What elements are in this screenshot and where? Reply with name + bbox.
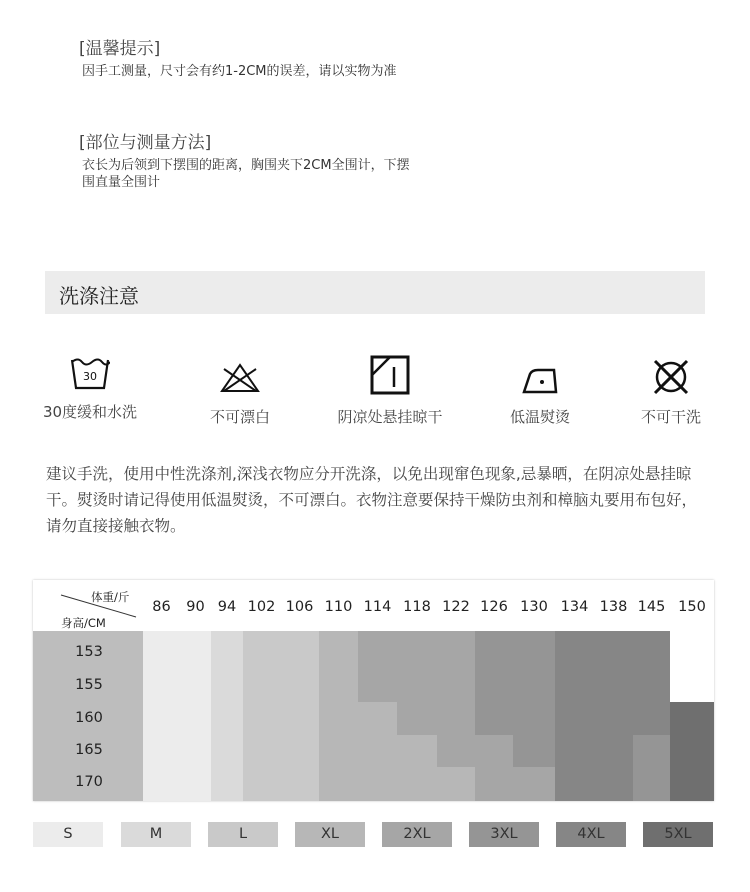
care-label-wash: 30度缓和水洗 xyxy=(42,403,138,421)
size-legend-xl: XL xyxy=(295,822,365,847)
size-legend-3xl: 3XL xyxy=(469,822,539,847)
size-cell xyxy=(319,767,358,801)
weight-label: 130 xyxy=(520,599,548,615)
weight-axis-label: 体重/斤 xyxy=(91,590,130,604)
size-cell xyxy=(211,631,243,670)
size-legend-m: M xyxy=(121,822,191,847)
wash-description: 建议手洗，使用中性洗涤剂,深浅衣物应分开洗涤，以免出现窜色现象,忌暴晒，在阴凉处悬挂晾干。熨烫时请记得使用低温熨烫，不可漂白。衣物注意要保持干燥防虫剂和樟脑丸要用布包好，请勿直接接触衣物。 xyxy=(46,465,698,535)
size-cell xyxy=(633,702,670,735)
size-cell xyxy=(633,631,670,670)
weight-label: 134 xyxy=(560,599,589,615)
size-cell xyxy=(555,767,594,801)
size-cell xyxy=(319,670,358,702)
size-cell xyxy=(143,767,180,801)
size-cell xyxy=(633,670,670,702)
size-cell xyxy=(397,631,437,670)
size-cell xyxy=(475,702,513,735)
size-cell xyxy=(437,767,475,801)
weight-label: 114 xyxy=(363,599,392,615)
low-iron-icon xyxy=(520,360,560,404)
warm-tip-text: 因手工测量，尺寸会有约1-2CM的误差，请以实物为准 xyxy=(82,64,397,79)
size-cell xyxy=(243,670,280,702)
size-cell xyxy=(397,767,437,801)
height-label: 170 xyxy=(75,774,103,790)
weight-label: 110 xyxy=(324,599,353,615)
size-legend-4xl: 4XL xyxy=(556,822,626,847)
height-label: 155 xyxy=(75,677,103,693)
weight-label: 126 xyxy=(480,599,508,615)
size-legend-5xl: 5XL xyxy=(643,822,713,847)
size-cell xyxy=(180,735,211,767)
size-cell xyxy=(319,735,358,767)
weight-label: 86 xyxy=(152,599,171,615)
size-cell xyxy=(555,631,594,670)
size-cell xyxy=(180,670,211,702)
size-cell xyxy=(358,767,397,801)
weight-label: 94 xyxy=(217,599,237,615)
size-cell xyxy=(475,735,513,767)
size-cell xyxy=(280,631,319,670)
care-label-low-iron: 低温熨烫 xyxy=(509,408,570,426)
weight-label: 90 xyxy=(186,599,205,615)
size-cell xyxy=(243,735,280,767)
care-label-no-bleach: 不可漂白 xyxy=(209,408,270,426)
weight-label: 102 xyxy=(247,599,276,615)
size-cell xyxy=(180,767,211,801)
care-label-dry-shade: 阴凉处悬挂晾干 xyxy=(337,408,443,426)
size-cell xyxy=(633,735,670,767)
size-legend-2xl: 2XL xyxy=(382,822,452,847)
size-cell xyxy=(143,702,180,735)
size-cell xyxy=(555,670,594,702)
wash-30-badge: 30 xyxy=(83,370,97,383)
height-label: 160 xyxy=(75,710,103,726)
size-cell xyxy=(670,767,714,801)
weight-label: 138 xyxy=(599,599,628,615)
measure-tip-text: 衣长为后领到下摆围的距离，胸围夹下2CM全围计，下摆围直量全围计 xyxy=(82,158,410,190)
size-cell xyxy=(319,631,358,670)
size-legend-l: L xyxy=(208,822,278,847)
size-cell xyxy=(513,631,555,670)
size-cell xyxy=(437,631,475,670)
size-cell xyxy=(211,702,243,735)
size-cell xyxy=(143,735,180,767)
size-cell xyxy=(513,670,555,702)
size-cell xyxy=(670,631,714,670)
size-cell xyxy=(437,670,475,702)
size-cell xyxy=(180,631,211,670)
wash-care-heading: 洗涤注意 xyxy=(59,284,139,308)
size-cell xyxy=(594,767,633,801)
weight-label: 122 xyxy=(442,599,470,615)
weight-label: 106 xyxy=(285,599,314,615)
size-cell xyxy=(280,767,319,801)
size-cell xyxy=(513,702,555,735)
size-cell xyxy=(211,735,243,767)
size-cell xyxy=(594,631,633,670)
size-cell xyxy=(180,702,211,735)
height-axis-label: 身高/CM xyxy=(61,616,106,630)
size-cell xyxy=(670,670,714,702)
weight-label: 145 xyxy=(637,599,666,615)
size-cell xyxy=(397,670,437,702)
warm-tip-title: [温馨提示] xyxy=(79,39,161,59)
weight-label: 150 xyxy=(678,599,706,615)
chart-corner-header xyxy=(33,580,143,631)
size-cell xyxy=(594,702,633,735)
size-cell xyxy=(594,735,633,767)
size-cell xyxy=(358,702,397,735)
size-cell xyxy=(670,702,714,735)
size-cell xyxy=(143,631,180,670)
weight-label: 118 xyxy=(403,599,431,615)
wash-30-icon xyxy=(70,354,110,398)
size-cell xyxy=(280,735,319,767)
size-cell xyxy=(319,702,358,735)
size-cell xyxy=(513,735,555,767)
size-cell xyxy=(280,702,319,735)
size-cell xyxy=(358,631,397,670)
size-cell xyxy=(475,767,513,801)
size-cell xyxy=(243,631,280,670)
size-cell xyxy=(555,702,594,735)
size-cell xyxy=(243,702,280,735)
size-cell xyxy=(280,670,319,702)
size-cell xyxy=(475,670,513,702)
no-bleach-icon xyxy=(220,358,260,402)
size-cell xyxy=(437,735,475,767)
size-cell xyxy=(143,670,180,702)
size-cell xyxy=(513,767,555,801)
no-dry-clean-icon xyxy=(651,357,691,401)
size-cell xyxy=(397,702,437,735)
measure-tip-title: [部位与测量方法] xyxy=(79,133,212,153)
wash-care-header xyxy=(45,271,705,314)
height-label: 165 xyxy=(75,742,103,758)
size-cell xyxy=(397,735,437,767)
size-cell xyxy=(358,670,397,702)
size-legend-s: S xyxy=(33,822,103,847)
size-cell xyxy=(475,631,513,670)
size-cell xyxy=(358,735,397,767)
size-cell xyxy=(211,670,243,702)
dry-in-shade-icon xyxy=(370,355,410,399)
size-cell xyxy=(211,767,243,801)
size-cell xyxy=(243,767,280,801)
size-cell xyxy=(633,767,670,801)
care-label-no-dry-clean: 不可干洗 xyxy=(640,408,701,426)
height-label: 153 xyxy=(75,644,103,660)
size-cell xyxy=(670,735,714,767)
size-cell xyxy=(555,735,594,767)
size-cell xyxy=(437,702,475,735)
size-cell xyxy=(594,670,633,702)
